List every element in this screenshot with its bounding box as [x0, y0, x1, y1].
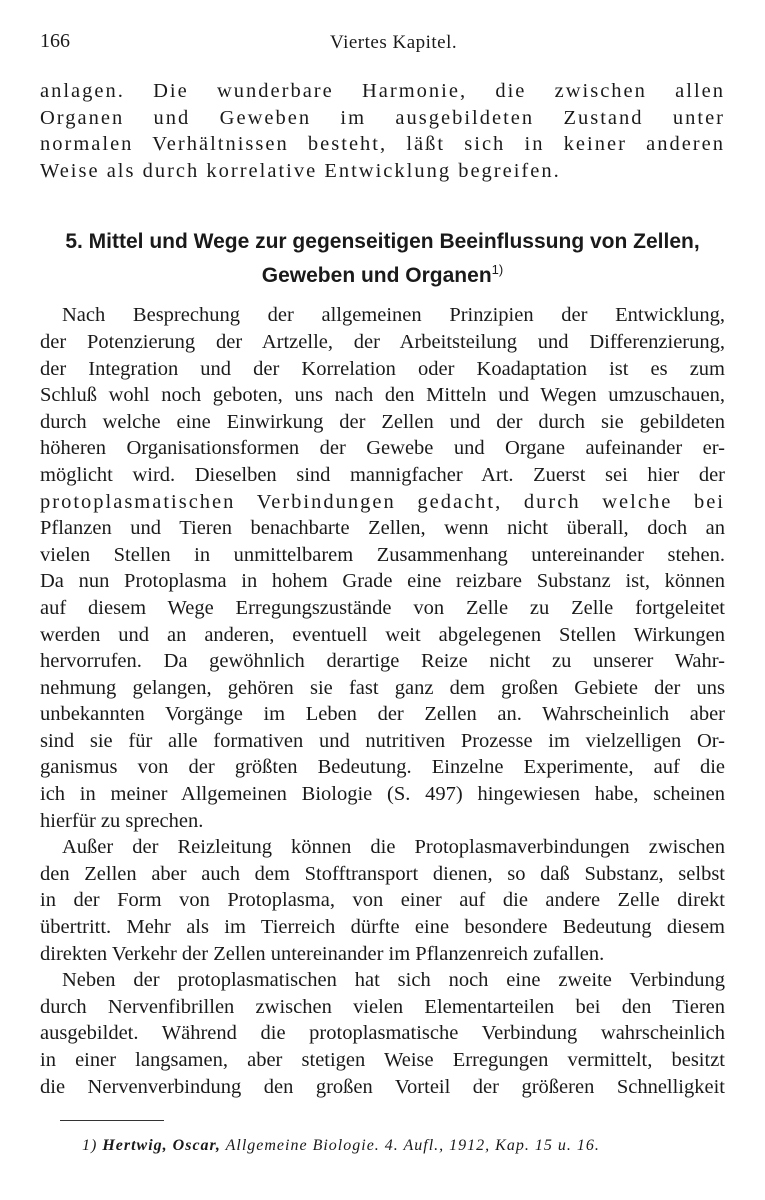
- text-line: Da nun Protoplasma in hohem Grade eine reizbare Substanz ist, können: [40, 570, 725, 593]
- footnote-divider: [60, 1120, 164, 1121]
- text-line: werden und an anderen, eventuell weit abgelegenen Stellen Wirkungen: [40, 623, 725, 646]
- text-line: möglicht wird. Dieselben sind mannigfacher Art. Zuerst sei hier der: [40, 463, 725, 486]
- footnote-author: Hertwig, Oscar,: [102, 1137, 221, 1155]
- text-line: Organen und Geweben im ausgebildeten Zustand unter: [40, 106, 725, 129]
- chapter-title: Viertes Kapitel.: [330, 32, 458, 53]
- intro-paragraph: [40, 78, 725, 184]
- text-line: sind sie für alle formativen und nutritiven Prozesse im vielzelligen Or-: [40, 729, 725, 752]
- text-line: nehmung gelangen, gehören sie fast ganz dem großen Gebiete der uns: [40, 676, 725, 699]
- text-line: die Nervenverbindung den großen Vorteil der größeren Schnelligkeit: [40, 1075, 725, 1098]
- text-line: in der Form von Protoplasma, von einer auf die andere Zelle direkt: [40, 889, 725, 912]
- section-heading-line-2: [40, 256, 725, 290]
- paragraph-2: [40, 834, 725, 967]
- paragraph-1: [40, 302, 725, 834]
- text-line: normalen Verhältnissen besteht, läßt sich in keiner anderen: [40, 133, 725, 156]
- text-line: unbekannten Vorgänge im Leben der Zellen an. Wahrscheinlich aber: [40, 703, 725, 726]
- text-line: in einer langsamen, aber stetigen Weise Erregungen vermittelt, besitzt: [40, 1049, 725, 1071]
- text-line: durch welche eine Einwirkung der Zellen und der durch sie gebildeten: [40, 410, 725, 433]
- text-line: Nach Besprechung der allgemeinen Prinzipien der Entwicklung,: [62, 304, 725, 327]
- text-line: direkten Verkehr der Zellen untereinander im Pflanzenreich zufallen.: [40, 942, 605, 965]
- text-line: ganismus von der größten Bedeutung. Einzelne Experimente, auf die: [40, 756, 725, 779]
- text-line: den Zellen aber auch dem Stofftransport dienen, so daß Substanz, selbst: [40, 862, 725, 885]
- text-line: Pflanzen und Tieren benachbarte Zellen, wenn nicht überall, doch an: [40, 517, 725, 540]
- text-line: protoplasmatischen Verbindungen gedacht, durch welche bei: [40, 490, 725, 513]
- text-line: durch Nervenfibrillen zwischen vielen Elementarteilen bei den Tieren: [40, 995, 725, 1018]
- text-line: der Potenzierung der Artzelle, der Arbeitsteilung und Differenzierung,: [40, 330, 725, 353]
- paragraph-3: [40, 967, 725, 1100]
- text-line: auf diesem Wege Erregungszustände von Zelle zu Zelle fortgeleitet: [40, 596, 725, 619]
- text-line: ausgebildet. Während die protoplasmatische Verbindung wahrscheinlich: [40, 1022, 725, 1045]
- page-number: 166: [40, 30, 70, 52]
- section-heading: [40, 228, 725, 290]
- text-line: vielen Stellen in unmittelbarem Zusammenhang untereinander stehen.: [40, 543, 725, 566]
- text-line: Weise als durch korrelative Entwicklung begreifen.: [40, 159, 561, 182]
- text-line: Neben der protoplasmatischen hat sich noch eine zweite Verbindung: [62, 969, 725, 992]
- text-line: Schluß wohl noch geboten, uns nach den Mitteln und Wegen umzuschauen,: [40, 384, 725, 407]
- text-line: der Integration und der Korrelation oder Koadaptation ist es zum: [40, 357, 725, 380]
- running-head: [40, 30, 725, 60]
- footnote-marker: 1): [82, 1137, 98, 1155]
- footnote-citation: Allgemeine Biologie. 4. Aufl., 1912, Kap. 15 u. 16.: [225, 1137, 600, 1155]
- text-line: hierfür zu sprechen.: [40, 809, 204, 832]
- text-line: anlagen. Die wunderbare Harmonie, die zwischen allen: [40, 80, 725, 102]
- text-line: höheren Organisationsformen der Gewebe und Organe aufeinander er-: [40, 437, 725, 460]
- section-heading-text: Geweben und Organen: [261, 264, 492, 288]
- text-line: ich in meiner Allgemeinen Biologie (S. 497) hingewiesen habe, scheinen: [40, 783, 725, 806]
- footnote: [82, 1137, 725, 1155]
- text-line: Außer der Reizleitung können die Protoplasmaverbindungen zwischen: [62, 836, 725, 859]
- text-line: übertritt. Mehr als im Tierreich dürfte eine besondere Bedeutung diesem: [40, 916, 725, 939]
- text-line: hervorrufen. Da gewöhnlich derartige Reize nicht zu unserer Wahr-: [40, 650, 725, 673]
- footnote-reference: 1): [491, 262, 504, 278]
- book-page: [40, 30, 725, 1155]
- section-heading-line-1: 5. Mittel und Wege zur gegenseitigen Beeinflussung von Zellen,: [65, 230, 700, 254]
